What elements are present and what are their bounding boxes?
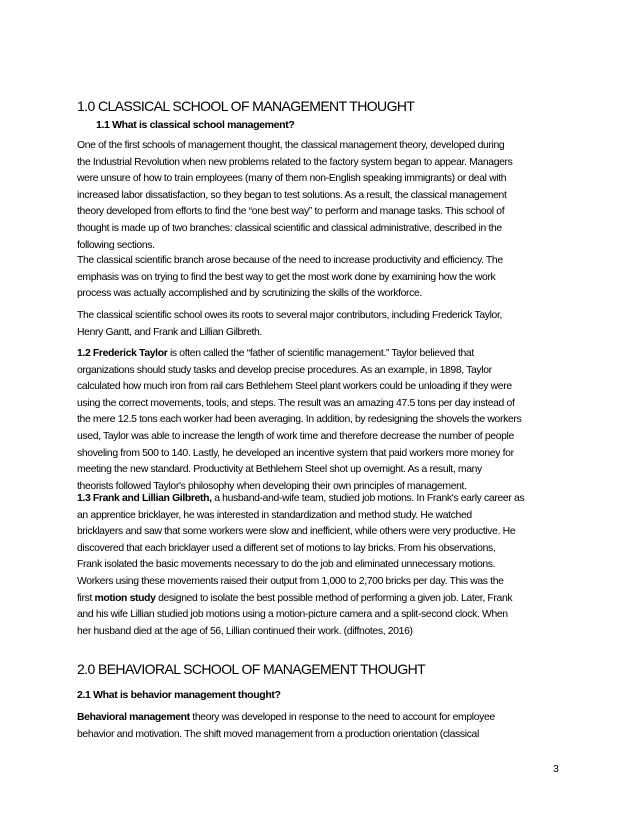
text-line: One of the first schools of management thought, the classical management theory, developed during xyxy=(77,140,505,151)
text-line: process was actually accomplished and by scrutinizing the skills of the workforce. xyxy=(77,288,422,300)
paragraph-behavioral-management xyxy=(77,710,555,743)
text-line: using the correct movements, tools, and steps. The result was an amazing 47.5 tons per day instead of xyxy=(77,397,515,409)
text-line: used, Taylor was able to increase the length of work time and therefore decrease the number of people xyxy=(77,430,514,442)
section-2-1-subheading: 2.1 What is behavior management thought? xyxy=(77,689,281,701)
gilbreth-lead: 1.3 Frank and Lillian Gilbreth, xyxy=(77,493,212,504)
text-line: theory developed from efforts to find the “one best way” to perform and manage tasks. This school of xyxy=(77,206,505,218)
behavioral-first-line: theory was developed in response to the need to account for employee xyxy=(189,712,495,723)
text-line: increased labor dissatisfaction, so they began to test solutions. As a result, the classical management xyxy=(77,189,507,201)
motion-study-term: motion study xyxy=(94,592,156,604)
paragraph-contributors xyxy=(77,308,555,341)
text-line: Workers using these movements raised their output from 1,000 to 2,700 bricks per day. This was the xyxy=(77,575,504,587)
gilbreth-first-line: a husband-and-wife team, studied job motions. In Frank's early career as xyxy=(211,493,525,504)
text-line xyxy=(77,710,555,727)
text-line: The classical scientific branch arose because of the need to increase productivity and efficiency. The xyxy=(77,255,503,266)
text-line: her husband died at the age of 56, Lillian continued their work. (diffnotes, 2016) xyxy=(77,625,413,637)
text-line: Henry Gantt, and Frank and Lillian Gilbreth. xyxy=(77,326,263,338)
text-line: bricklayers and saw that some workers were slow and inefficient, while others were very productive. He xyxy=(77,526,516,538)
page-number: 3 xyxy=(553,763,559,775)
text-line: the mere 12.5 tons each worker had been averaging. In addition, by redesigning the shovels the workers xyxy=(77,414,522,426)
text-line: organizations should study tasks and develop precise procedures. As an example, in 1898, Taylor xyxy=(77,364,492,376)
text-line: behavior and motivation. The shift moved management from a production orientation (classical xyxy=(77,728,479,740)
taylor-first-line: is often called the “father of scientific management.” Taylor believed that xyxy=(167,348,474,359)
text-line: shoveling from 500 to 140. Lastly, he developed an incentive system that paid workers more money for xyxy=(77,447,514,459)
text-line xyxy=(77,346,555,363)
text-line: meeting the new standard. Productivity at Bethlehem Steel shot up overnight. As a result, many xyxy=(77,464,482,476)
text-line: the Industrial Revolution when new problems related to the factory system began to appear. Managers xyxy=(77,156,513,168)
paragraph-gilbreth xyxy=(77,491,555,640)
text-line: calculated how much iron from rail cars Bethlehem Steel plant workers could be unloading if they were xyxy=(77,381,512,393)
motion-pre: first xyxy=(77,592,95,604)
text-line: an apprentice bricklayer, he was interested in standardization and method study. He watched xyxy=(77,509,472,521)
paragraph-scientific-branch xyxy=(77,253,555,303)
paragraph-classical-intro xyxy=(77,138,555,254)
section-1-heading: 1.0 CLASSICAL SCHOOL OF MANAGEMENT THOUGHT xyxy=(77,98,415,114)
text-line: theorists followed Taylor's philosophy when developing their own principles of management. xyxy=(77,480,467,492)
section-2-heading: 2.0 BEHAVIORAL SCHOOL OF MANAGEMENT THOUGHT xyxy=(77,661,426,677)
motion-post: designed to isolate the best possible method of performing a given job. Later, Frank xyxy=(155,592,513,604)
text-line: thought is made up of two branches: classical scientific and classical administrative, described in the xyxy=(77,222,502,234)
paragraph-frederick-taylor xyxy=(77,346,555,495)
behavioral-management-term: Behavioral management xyxy=(77,712,190,723)
text-line: emphasis was on trying to find the best way to get the most work done by examining how the work xyxy=(77,271,496,283)
text-line: and his wife Lillian studied job motions using a motion-picture camera and a split-second clock. When xyxy=(77,609,508,621)
text-line: were unsure of how to train employees (many of them non-English speaking immigrants) or deal with xyxy=(77,173,507,185)
text-line: following sections. xyxy=(77,239,155,251)
text-line xyxy=(77,491,555,508)
taylor-lead: 1.2 Frederick Taylor xyxy=(77,348,168,359)
text-line: The classical scientific school owes its roots to several major contributors, including Frederick Taylor, xyxy=(77,310,503,321)
text-line: discovered that each bricklayer used a different set of motions to lay bricks. From his observations, xyxy=(77,542,496,554)
section-1-1-subheading: 1.1 What is classical school management? xyxy=(96,119,295,131)
text-line: Frank isolated the basic movements necessary to do the job and eliminated unnecessary motions. xyxy=(77,559,496,571)
text-line xyxy=(77,591,555,608)
